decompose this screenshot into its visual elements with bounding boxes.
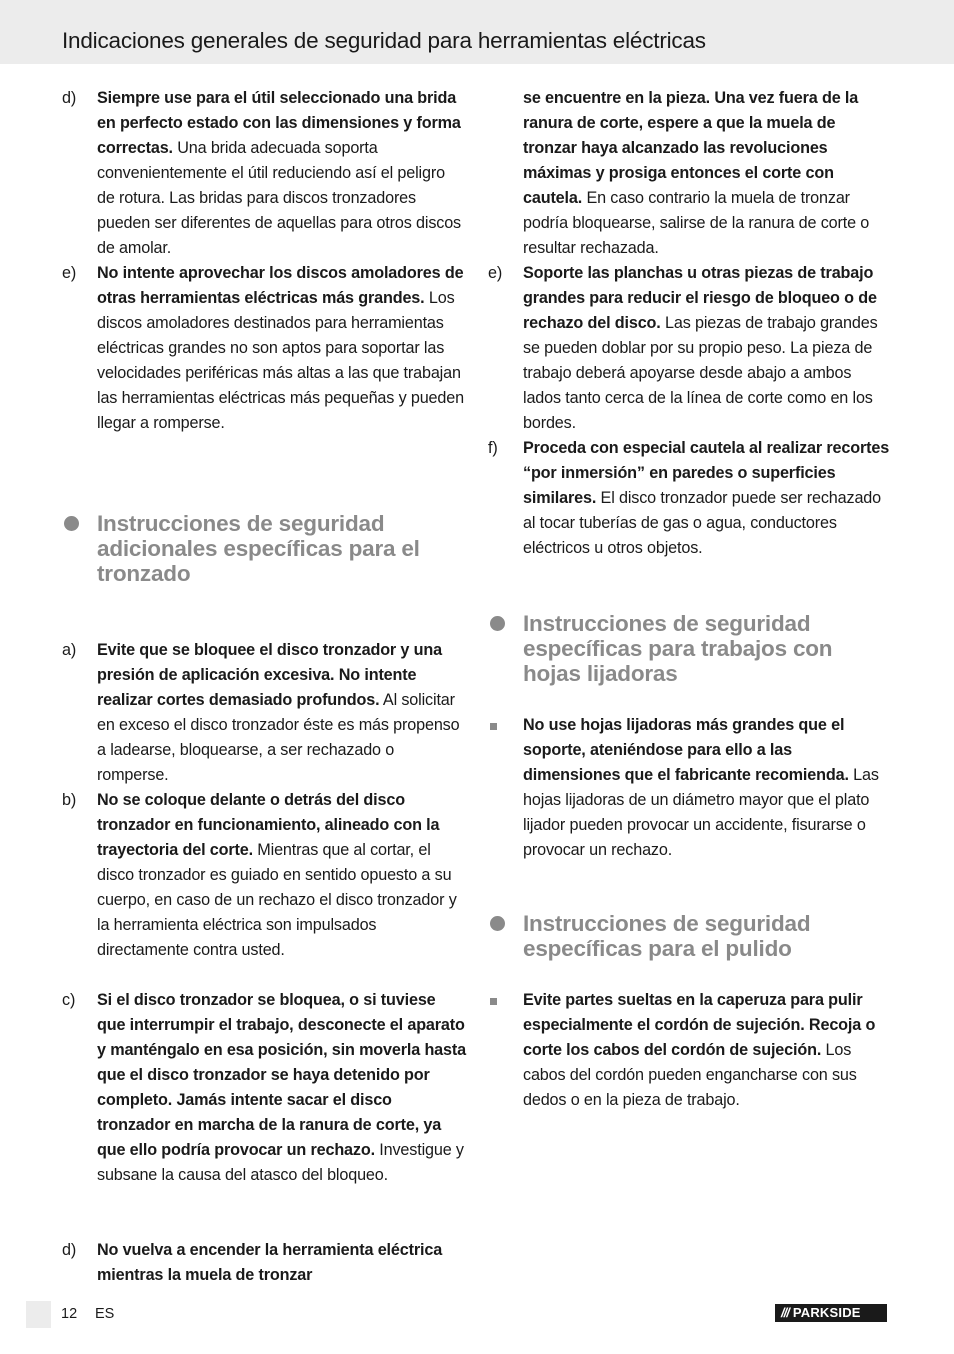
instruction-item-continued — [488, 86, 892, 261]
left-column — [62, 86, 466, 1288]
bullet-square-icon — [490, 998, 497, 1005]
instruction-item — [62, 638, 466, 788]
item-bold-text: No use hojas lijadoras más grandes que el soporte, ateniéndose para ello a las dimensiones que el fabricante recomienda. — [523, 716, 849, 784]
item-bold-text: se encuentre en la pieza. Una vez fuera de la ranura de corte, espere a que la muela de tronzar haya alcanzado las revoluciones máximas y prosiga entonces el corte con cautela. — [523, 89, 859, 207]
item-bold-text: Evite partes sueltas en la caperuza para pulir especialmente el cordón de sujeción. Recoja o corte los cabos del cordón de sujeción. — [523, 991, 876, 1059]
item-marker: e) — [62, 264, 77, 282]
page-number: 12 — [61, 1306, 78, 1322]
section-heading-text: Instrucciones de seguridad adicionales específicas para el tronzado — [97, 511, 420, 586]
item-marker: d) — [62, 89, 77, 107]
instruction-item — [488, 713, 892, 911]
brand-name: PARKSIDE — [792, 1305, 861, 1320]
page-title: Indicaciones generales de seguridad para herramientas eléctricas — [62, 28, 706, 53]
section-heading-polishing — [488, 911, 892, 988]
instruction-item — [62, 1238, 466, 1288]
item-text: Al solicitar en exceso el disco tronzador éste es más propenso a ladearse, bloquearse, a ser rechazado o romperse. — [97, 691, 460, 784]
bullet-dot-icon — [490, 616, 505, 631]
instruction-item — [488, 261, 892, 436]
item-text: Los cabos del cordón pueden engancharse con sus dedos o en la pieza de trabajo. — [523, 1041, 857, 1109]
section-heading-sanding — [488, 611, 892, 713]
item-marker: f) — [488, 439, 498, 457]
item-text: En caso contrario la muela de tronzar podría bloquearse, salirse de la ranura de corte o resultar rechazada. — [523, 189, 870, 257]
instruction-item — [62, 988, 466, 1238]
bullet-dot-icon — [64, 516, 79, 531]
item-text: Una brida adecuada soporta convenientemente el útil reduciendo así el peligro de rotura. Las bridas para discos tronzadores pueden ser diferentes de aquellas para otros discos de amolar. — [97, 139, 461, 257]
item-bold-text: Siempre use para el útil seleccionado una brida en perfecto estado con las dimensiones y forma correctas. — [97, 89, 461, 157]
item-marker: a) — [62, 641, 77, 659]
language-code: ES — [95, 1306, 115, 1322]
item-bold-text: Si el disco tronzador se bloquea, o si tuviese que interrumpir el trabajo, desconecte el aparato y manténgalo en esa posición, sin moverla hasta que el disco tronzador se haya detenido por completo. Jamás intente sacar el disco tronzador en marcha de la ranura de corte, ya que ello podría provocar un rechazo. — [97, 991, 466, 1159]
section-heading-text: Instrucciones de seguridad específicas para el pulido — [523, 911, 811, 961]
item-text: Las piezas de trabajo grandes se pueden doblar por su propio peso. La pieza de trabajo deberá apoyarse desde abajo a ambos lados tanto cerca de la línea de corte como en los bordes. — [523, 314, 878, 432]
footer-tab — [26, 1301, 51, 1328]
instruction-item — [62, 86, 466, 261]
instruction-item — [488, 436, 892, 611]
item-bold-text: No intente aprovechar los discos amoladores de otras herramientas eléctricas más grandes. — [97, 264, 464, 307]
section-heading-cutting — [62, 511, 466, 638]
item-text: Mientras que al cortar, el disco tronzador es guiado en sentido opuesto a su cuerpo, en caso de un rechazo el disco tronzador y la herramienta eléctrica son impulsados directamente contra usted. — [97, 841, 457, 959]
instruction-item — [62, 261, 466, 511]
page-header — [0, 0, 954, 64]
item-text: El disco tronzador puede ser rechazado al tocar tuberías de gas o agua, conductores eléctricos u otros objetos. — [523, 489, 882, 557]
item-marker: b) — [62, 791, 77, 809]
item-bold-text: No vuelva a encender la herramienta eléctrica mientras la muela de tronzar — [97, 1241, 443, 1284]
item-marker: e) — [488, 264, 503, 282]
item-marker: c) — [62, 991, 76, 1009]
item-bold-text: Soporte las planchas u otras piezas de trabajo grandes para reducir el riesgo de bloqueo o de rechazo del disco. — [523, 264, 877, 332]
item-bold-text: No se coloque delante o detrás del disco tronzador en funcionamiento, alineado con la trayectoria del corte. — [97, 791, 440, 859]
right-column — [488, 86, 892, 1113]
instruction-item — [62, 788, 466, 988]
item-bold-text: Evite que se bloquee el disco tronzador y una presión de aplicación excesiva. No intente realizar cortes demasiado profundos. — [97, 641, 442, 709]
item-bold-text: Proceda con especial cautela al realizar recortes “por inmersión” en paredes o superficies similares. — [523, 439, 890, 507]
bullet-dot-icon — [490, 916, 505, 931]
section-heading-text: Instrucciones de seguridad específicas para trabajos con hojas lijadoras — [523, 611, 833, 686]
item-text: Las hojas lijadoras de un diámetro mayor que el plato lijador pueden provocar un accidente, fisurarse o provocar un rechazo. — [523, 766, 879, 859]
instruction-item — [488, 988, 892, 1113]
brand-logo — [775, 1304, 887, 1322]
item-marker: d) — [62, 1241, 77, 1259]
item-text: Investigue y subsane la causa del atasco del bloqueo. — [97, 1141, 464, 1184]
item-text: Los discos amoladores destinados para herramientas eléctricas grandes no son aptos para soportar las velocidades periféricas más altas a las que trabajan las herramientas eléctricas más pequeñas y pueden llegar a romperse. — [97, 289, 464, 432]
logo-stripes-icon: /// — [781, 1305, 789, 1320]
bullet-square-icon — [490, 723, 497, 730]
